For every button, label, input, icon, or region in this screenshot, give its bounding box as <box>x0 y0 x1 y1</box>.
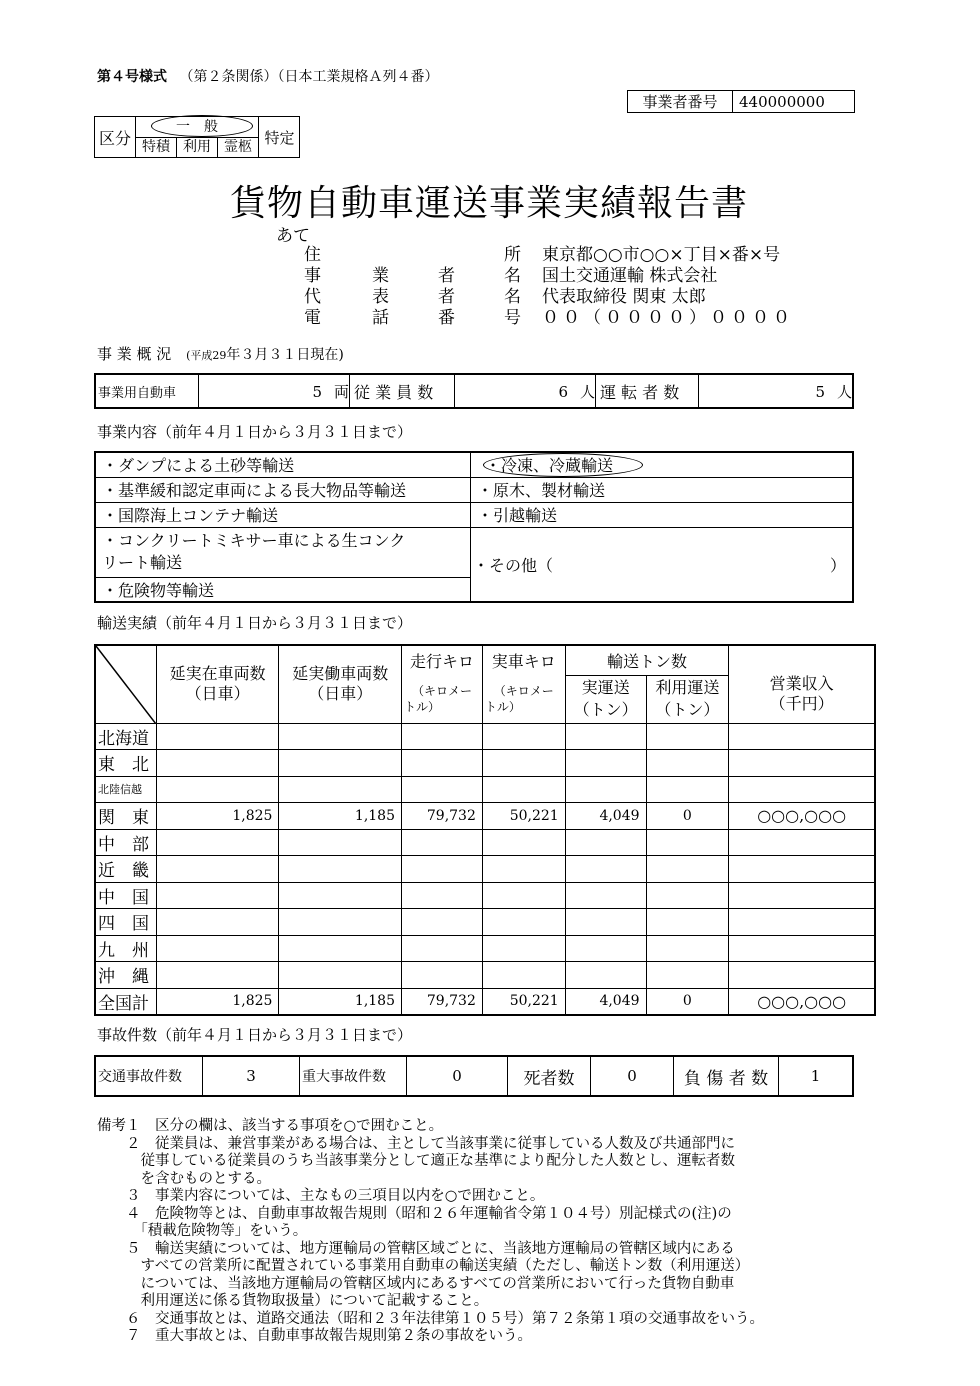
header-km-load: 実車キロ <box>482 645 565 675</box>
table-cell: 0 <box>646 803 729 830</box>
table-cell <box>482 882 565 909</box>
header-days-work: 延実働車両数 （日車） <box>279 645 402 723</box>
info-block <box>304 247 864 331</box>
remark-line: ４ 危険物等とは、自動車事故報告規則（昭和２６年運輸省令第１０４号）別記様式の(注)の <box>97 1205 732 1222</box>
region-label: 近 畿 <box>95 856 156 883</box>
info-row-representative: 代 表 者 名 代表取締役 関東 太郎 <box>304 287 706 307</box>
overview-heading: 事 業 概 況 (平成29年３月３１日現在) <box>97 345 344 363</box>
info-row-address: 住 所 東京都○○市○○×丁目×番×号 <box>304 245 781 265</box>
table-cell <box>402 723 483 750</box>
table-cell: 1,825 <box>156 803 279 830</box>
content-dump: ・ダンプによる土砂等輸送 <box>95 452 471 477</box>
table-cell: 50,221 <box>482 988 565 1015</box>
addressee: あて <box>276 226 310 246</box>
table-cell <box>279 935 402 962</box>
remark-line: 利用運送に係る貨物取扱量）について記載すること。 <box>97 1293 489 1309</box>
injured-label: 負 傷 者 数 <box>674 1056 779 1096</box>
content-oversized: ・基準緩和認定車両による長大物品等輸送 <box>95 477 471 502</box>
table-cell <box>482 750 565 777</box>
region-label: 北海道 <box>95 723 156 750</box>
table-cell <box>565 882 646 909</box>
region-label: 沖 縄 <box>95 962 156 989</box>
vehicles-value: 5 <box>312 382 322 401</box>
info-row-phone: 電 話 番 号 ００（００００）００００ <box>304 308 794 328</box>
business-number-value: 440000000 <box>733 91 855 113</box>
table-cell <box>482 856 565 883</box>
table-cell <box>279 882 402 909</box>
serious-accident-label: 重大事故件数 <box>300 1056 407 1096</box>
remark-line: ６ 交通事故とは、道路交通法（昭和２３年法律第１０５号）第７２条第１項の交通事故をいう。 <box>97 1310 764 1327</box>
address-value: 東京都○○市○○×丁目×番×号 <box>542 245 781 265</box>
table-row <box>95 962 875 989</box>
table-cell: 50,221 <box>482 803 565 830</box>
overview-date-era: (平成29 <box>186 349 227 362</box>
table-cell <box>646 829 729 856</box>
info-row-company: 事 業 者 名 国土交通運輸 株式会社 <box>304 266 718 286</box>
representative-value: 代表取締役 関東 太郎 <box>542 287 706 307</box>
remark-line: ５ 輸送実績については、地方運輸局の管轄区域ごとに、当該地方運輸局の管轄区域内にある <box>97 1240 735 1257</box>
corner-cell <box>95 645 156 723</box>
table-cell <box>402 776 483 803</box>
table-cell <box>646 723 729 750</box>
selection-circle-general <box>151 115 253 137</box>
table-cell <box>402 856 483 883</box>
drivers-unit: 人 <box>836 382 852 401</box>
table-cell <box>482 962 565 989</box>
serious-accident-value: 0 <box>407 1056 508 1096</box>
category-label: 区分 <box>95 117 136 157</box>
table-cell <box>402 909 483 936</box>
injured-value: 1 <box>779 1056 854 1096</box>
table-cell <box>729 750 875 777</box>
remark-line: を含むものとする。 <box>97 1170 271 1187</box>
contents-heading: 事業内容（前年４月１日から３月３１日まで） <box>97 423 413 441</box>
transport-heading: 輸送実績（前年４月１日から３月３１日まで） <box>97 614 413 632</box>
table-cell <box>402 935 483 962</box>
table-cell <box>402 829 483 856</box>
transport-table <box>94 644 876 1016</box>
header-tons: 輸送トン数 <box>565 645 729 675</box>
header-km-run-unit: （キロメー トル） <box>402 675 483 723</box>
remark-line: 備考１ 区分の欄は、該当する事項を○で囲むこと。 <box>97 1118 444 1134</box>
table-cell <box>646 909 729 936</box>
table-cell <box>729 935 875 962</box>
category-general: 一 般 <box>136 117 258 138</box>
table-cell <box>279 962 402 989</box>
deaths-value: 0 <box>591 1056 674 1096</box>
table-cell <box>729 962 875 989</box>
form-number: 第４号様式 <box>97 69 167 85</box>
table-cell <box>729 882 875 909</box>
table-cell <box>646 750 729 777</box>
remark-line: ３ 事業内容については、主なもの三項目以内を○で囲むこと。 <box>97 1188 545 1204</box>
employees-label: 従 業 員 数 <box>350 374 455 408</box>
category-sub-tokuseki: 特積 <box>136 138 177 157</box>
drivers-value: 5 <box>815 382 825 401</box>
table-cell <box>565 750 646 777</box>
employees-value: 6 <box>558 382 568 401</box>
header-km-run: 走行キロ <box>402 645 483 675</box>
category-box <box>94 116 300 158</box>
table-cell <box>646 935 729 962</box>
content-concrete: ・コンクリートミキサー車による生コンク リート輸送 <box>95 527 471 577</box>
remark-line: ２ 従業員は、兼営事業がある場合は、主として当該事業に従事している人数及び共通部門に <box>97 1135 735 1152</box>
vehicles-label: 事業用自動車 <box>95 374 199 408</box>
table-cell <box>156 909 279 936</box>
document-title: 貨物自動車運送事業実績報告書 <box>230 183 749 224</box>
diagonal-line <box>96 646 156 724</box>
table-cell: ○○○,○○○ <box>729 988 875 1015</box>
table-row <box>95 723 875 750</box>
table-row <box>95 856 875 883</box>
table-cell <box>565 723 646 750</box>
region-label: 関 東 <box>95 803 156 830</box>
table-cell <box>729 856 875 883</box>
remark-line: については、当該地方運輸局の管轄区域内にあるすべての営業所において行った貨物自動車 <box>97 1275 735 1292</box>
table-cell <box>646 856 729 883</box>
overview-table <box>94 373 854 409</box>
remark-line: すべての営業所に配置されている事業用自動車の輸送実績（ただし、輸送トン数（利用運送） <box>97 1258 750 1274</box>
table-cell <box>156 935 279 962</box>
header-revenue: 営業収入 （千円） <box>729 645 875 723</box>
table-cell <box>646 882 729 909</box>
header-km-load-unit: （キロメー トル） <box>482 675 565 723</box>
table-cell <box>402 962 483 989</box>
remark-line: ７ 重大事故とは、自動車事故報告規則第２条の事故をいう。 <box>97 1328 532 1344</box>
company-value: 国土交通運輸 株式会社 <box>542 266 718 286</box>
table-cell: 1,825 <box>156 988 279 1015</box>
table-cell <box>156 723 279 750</box>
table-cell <box>565 856 646 883</box>
contents-table <box>94 451 854 603</box>
content-other: ・その他（ ） <box>471 527 854 602</box>
table-cell: 1,185 <box>279 803 402 830</box>
accidents-table <box>94 1055 854 1097</box>
table-cell: 79,732 <box>402 988 483 1015</box>
table-cell: 4,049 <box>565 988 646 1015</box>
accidents-heading: 事故件数（前年４月１日から３月３１日まで） <box>97 1026 413 1044</box>
table-cell: 4,049 <box>565 803 646 830</box>
employees-unit: 人 <box>579 382 595 401</box>
phone-value: ００（００００）００００ <box>542 308 794 328</box>
table-row <box>95 750 875 777</box>
content-moving: ・引越輸送 <box>471 502 854 527</box>
vehicles-unit: 両 <box>333 382 349 401</box>
table-cell <box>402 750 483 777</box>
content-container: ・国際海上コンテナ輸送 <box>95 502 471 527</box>
table-cell: 0 <box>646 988 729 1015</box>
region-label: 四 国 <box>95 909 156 936</box>
traffic-accident-label: 交通事故件数 <box>95 1056 203 1096</box>
table-cell <box>279 856 402 883</box>
drivers-label: 運 転 者 数 <box>596 374 699 408</box>
table-cell <box>279 909 402 936</box>
selection-circle-refrigerated <box>483 453 643 477</box>
region-label: 北陸信越 <box>95 776 156 803</box>
table-cell <box>729 829 875 856</box>
form-header <box>97 70 438 84</box>
content-hazardous: ・危険物等輸送 <box>95 577 471 602</box>
table-cell <box>156 882 279 909</box>
table-row <box>95 935 875 962</box>
table-cell <box>482 723 565 750</box>
table-cell <box>729 723 875 750</box>
header-days-in: 延実在車両数 （日車） <box>156 645 279 723</box>
table-cell <box>279 723 402 750</box>
remark-line: 従事している従業員のうち当該事業分として適正な基準により配分した人数とし、運転者数 <box>97 1153 735 1169</box>
remark-line: 「積載危険物等」をいう。 <box>97 1223 308 1239</box>
table-cell: 1,185 <box>279 988 402 1015</box>
business-number-label: 事業者番号 <box>628 91 733 113</box>
table-cell <box>729 776 875 803</box>
content-refrigerated: ・冷凍、冷蔵輸送 <box>471 452 854 477</box>
table-cell <box>279 776 402 803</box>
business-number-box <box>627 90 855 113</box>
table-cell: ○○○,○○○ <box>729 803 875 830</box>
table-row <box>95 829 875 856</box>
table-cell <box>482 909 565 936</box>
transport-rows <box>95 723 875 1015</box>
table-cell: 79,732 <box>402 803 483 830</box>
category-sub-riyou: 利用 <box>177 138 218 157</box>
table-cell <box>565 909 646 936</box>
overview-date-rest: 年３月３１日現在) <box>226 347 344 363</box>
table-row <box>95 776 875 803</box>
table-cell <box>156 962 279 989</box>
content-timber: ・原木、製材輸送 <box>471 477 854 502</box>
traffic-accident-value: 3 <box>203 1056 300 1096</box>
table-cell <box>565 829 646 856</box>
remarks <box>97 1118 764 1346</box>
table-cell <box>279 750 402 777</box>
table-row <box>95 909 875 936</box>
table-cell <box>402 882 483 909</box>
table-cell <box>565 962 646 989</box>
category-sub-reikyu: 霊柩 <box>224 139 252 155</box>
form-reference: （第２条関係）（日本工業規格Ａ列４番） <box>179 69 439 85</box>
table-cell <box>156 750 279 777</box>
region-label: 東 北 <box>95 750 156 777</box>
table-cell <box>482 776 565 803</box>
region-label: 九 州 <box>95 935 156 962</box>
region-label: 中 国 <box>95 882 156 909</box>
region-label: 全国計 <box>95 988 156 1015</box>
deaths-label: 死者数 <box>508 1056 591 1096</box>
table-cell <box>646 962 729 989</box>
table-cell <box>729 909 875 936</box>
table-cell <box>646 776 729 803</box>
table-cell <box>565 776 646 803</box>
table-cell <box>156 856 279 883</box>
header-tons-use: 利用運送 （トン） <box>646 675 729 723</box>
table-row <box>95 803 875 830</box>
table-cell <box>482 829 565 856</box>
category-specific: 特定 <box>258 117 300 157</box>
table-cell <box>565 935 646 962</box>
table-cell <box>279 829 402 856</box>
table-row <box>95 882 875 909</box>
region-label: 中 部 <box>95 829 156 856</box>
table-cell <box>156 776 279 803</box>
table-cell <box>156 829 279 856</box>
table-row <box>95 988 875 1015</box>
category-sub-row <box>136 138 258 157</box>
header-tons-actual: 実運送 （トン） <box>565 675 646 723</box>
table-cell <box>482 935 565 962</box>
